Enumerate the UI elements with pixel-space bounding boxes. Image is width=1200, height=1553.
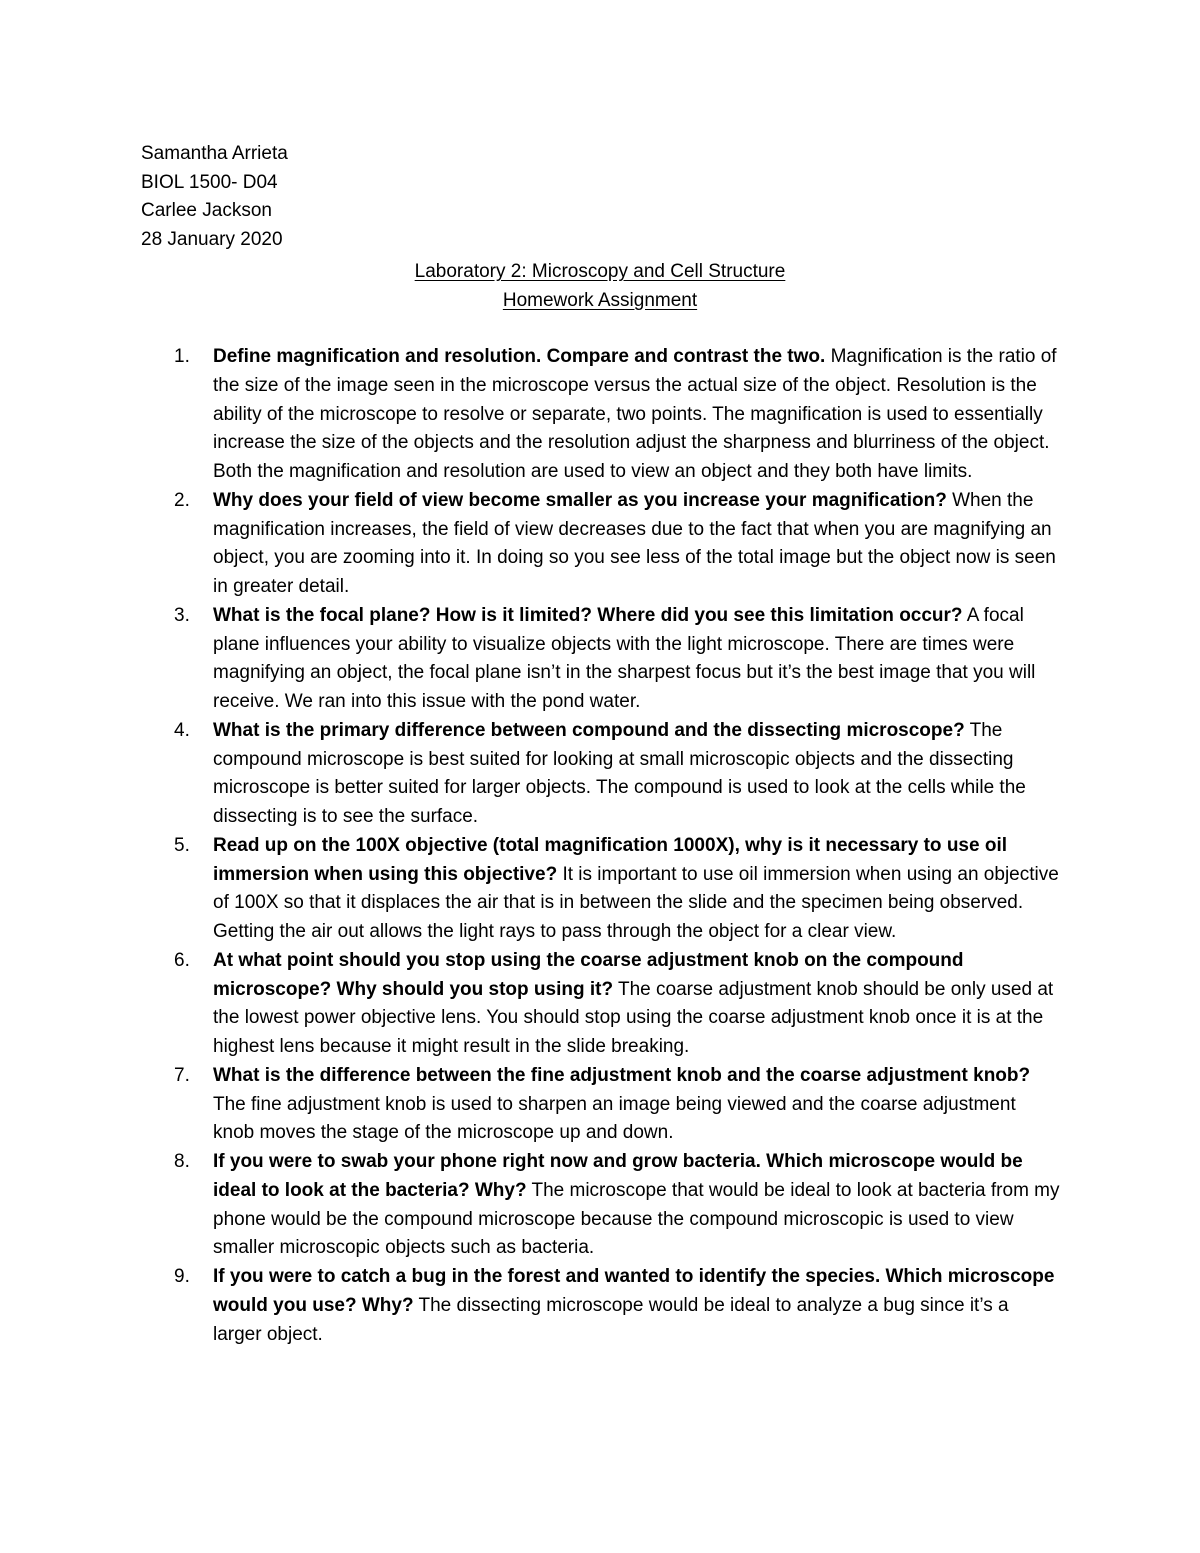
question-prompt: What is the focal plane? How is it limited? Where did you see this limitation occur? xyxy=(213,604,963,626)
question-prompt: What is the difference between the fine adjustment knob and the coarse adjustment knob? xyxy=(213,1064,1031,1086)
document-subtitle-line xyxy=(0,286,1200,315)
document-header xyxy=(141,140,741,255)
question-number: 1. xyxy=(174,346,190,367)
question-number: 6. xyxy=(174,949,190,971)
question-text xyxy=(213,720,1026,827)
question-prompt: What is the primary difference between compound and the dissecting microscope? xyxy=(213,719,965,741)
question-item xyxy=(0,602,1060,717)
document-date: 28 January 2020 xyxy=(141,229,283,251)
question-text xyxy=(213,346,1057,482)
question-text xyxy=(213,1151,1060,1258)
course-code: BIOL 1500- D04 xyxy=(141,171,278,193)
question-answer: The fine adjustment knob is used to sharpen an image being viewed and the coarse adjustment knob moves the stage of the microscope up and down. xyxy=(213,1093,1016,1144)
question-item xyxy=(0,717,1060,832)
student-name: Samantha Arrieta xyxy=(141,143,288,164)
question-item xyxy=(0,832,1060,947)
question-number: 7. xyxy=(174,1064,190,1086)
question-answer: The microscope that would be ideal to look at bacteria from my phone would be the compound microscope because the compound microscopic is used to view smaller microscopic objects such as bacteria. xyxy=(213,1179,1060,1259)
question-prompt: If you were to swab your phone right now and grow bacteria. Which microscope would be ideal to look at the bacteria? Why? xyxy=(213,1151,1023,1201)
question-list xyxy=(0,343,1200,1349)
question-prompt: Read up on the 100X objective (total magnification 1000X), why is it necessary to use oil immersion when using this objective? xyxy=(213,834,1008,885)
question-item xyxy=(0,1148,1060,1263)
question-text xyxy=(213,835,1059,942)
instructor-name: Carlee Jackson xyxy=(141,200,272,222)
question-answer: It is important to use oil immersion when using an objective of 100X so that it displaces the air that is in between the slide and the specimen being observed. Getting the air out allows the light rays to pass through the object for a clear view. xyxy=(213,863,1059,942)
question-answer: A focal plane influences your ability to visualize objects with the light microscope. There are times were magnifying an object, the focal plane isn’t in the sharpest focus but it’s the best image that you will receive. We ran into this issue with the pond water. xyxy=(213,604,1036,712)
question-prompt: At what point should you stop using the coarse adjustment knob on the compound microscope? Why should you stop using it? xyxy=(213,949,964,1000)
question-item xyxy=(0,487,1060,602)
question-number: 5. xyxy=(174,834,190,856)
question-text xyxy=(213,1065,1030,1144)
question-number: 8. xyxy=(174,1151,190,1172)
question-answer: The compound microscope is best suited for looking at small microscopic objects and the dissecting microscope is better suited for larger objects. The compound is used to look at the cells while the dissecting is to see the surface. xyxy=(213,719,1026,827)
question-item xyxy=(0,947,1060,1062)
question-number: 2. xyxy=(174,489,190,511)
document-title-line xyxy=(0,257,1200,286)
question-prompt: Define magnification and resolution. Compare and contrast the two. xyxy=(213,346,826,367)
question-answer: Magnification is the ratio of the size of the image seen in the microscope versus the actual size of the object. Resolution is the ability of the microscope to resolve or separate, two points. The magnification is used to essentially increase the size of the objects and the resolution adjust the sharpness and blurriness of the object. Both the magnification and resolution are used to view an object and they both have limits. xyxy=(213,346,1057,482)
document-title: Laboratory 2: Microscopy and Cell Structure xyxy=(414,261,786,282)
question-text xyxy=(213,950,1053,1057)
question-answer: When the magnification increases, the field of view decreases due to the fact that when you are magnifying an object, you are zooming into it. In doing so you see less of the total image but the object now is seen in greater detail. xyxy=(213,489,1056,597)
question-answer: The coarse adjustment knob should be only used at the lowest power objective lens. You should stop using the coarse adjustment knob once it is at the highest lens because it might result in the slide breaking. xyxy=(213,978,1054,1057)
question-number: 9. xyxy=(174,1266,190,1287)
question-prompt: Why does your field of view become smaller as you increase your magnification? xyxy=(213,489,947,511)
question-item xyxy=(0,1062,1060,1148)
question-prompt: If you were to catch a bug in the forest and wanted to identify the species. Which microscope would you use? Why? xyxy=(213,1266,1055,1316)
document-titles xyxy=(0,257,1200,315)
question-item xyxy=(0,1263,1060,1349)
question-number: 4. xyxy=(174,719,190,741)
question-text xyxy=(213,1266,1054,1345)
question-item xyxy=(0,343,1060,487)
document-subtitle: Homework Assignment xyxy=(502,290,698,311)
question-answer: The dissecting microscope would be ideal to analyze a bug since it’s a larger object. xyxy=(213,1294,1009,1345)
question-text xyxy=(213,490,1056,597)
question-number: 3. xyxy=(174,604,190,626)
question-text xyxy=(213,605,1035,712)
